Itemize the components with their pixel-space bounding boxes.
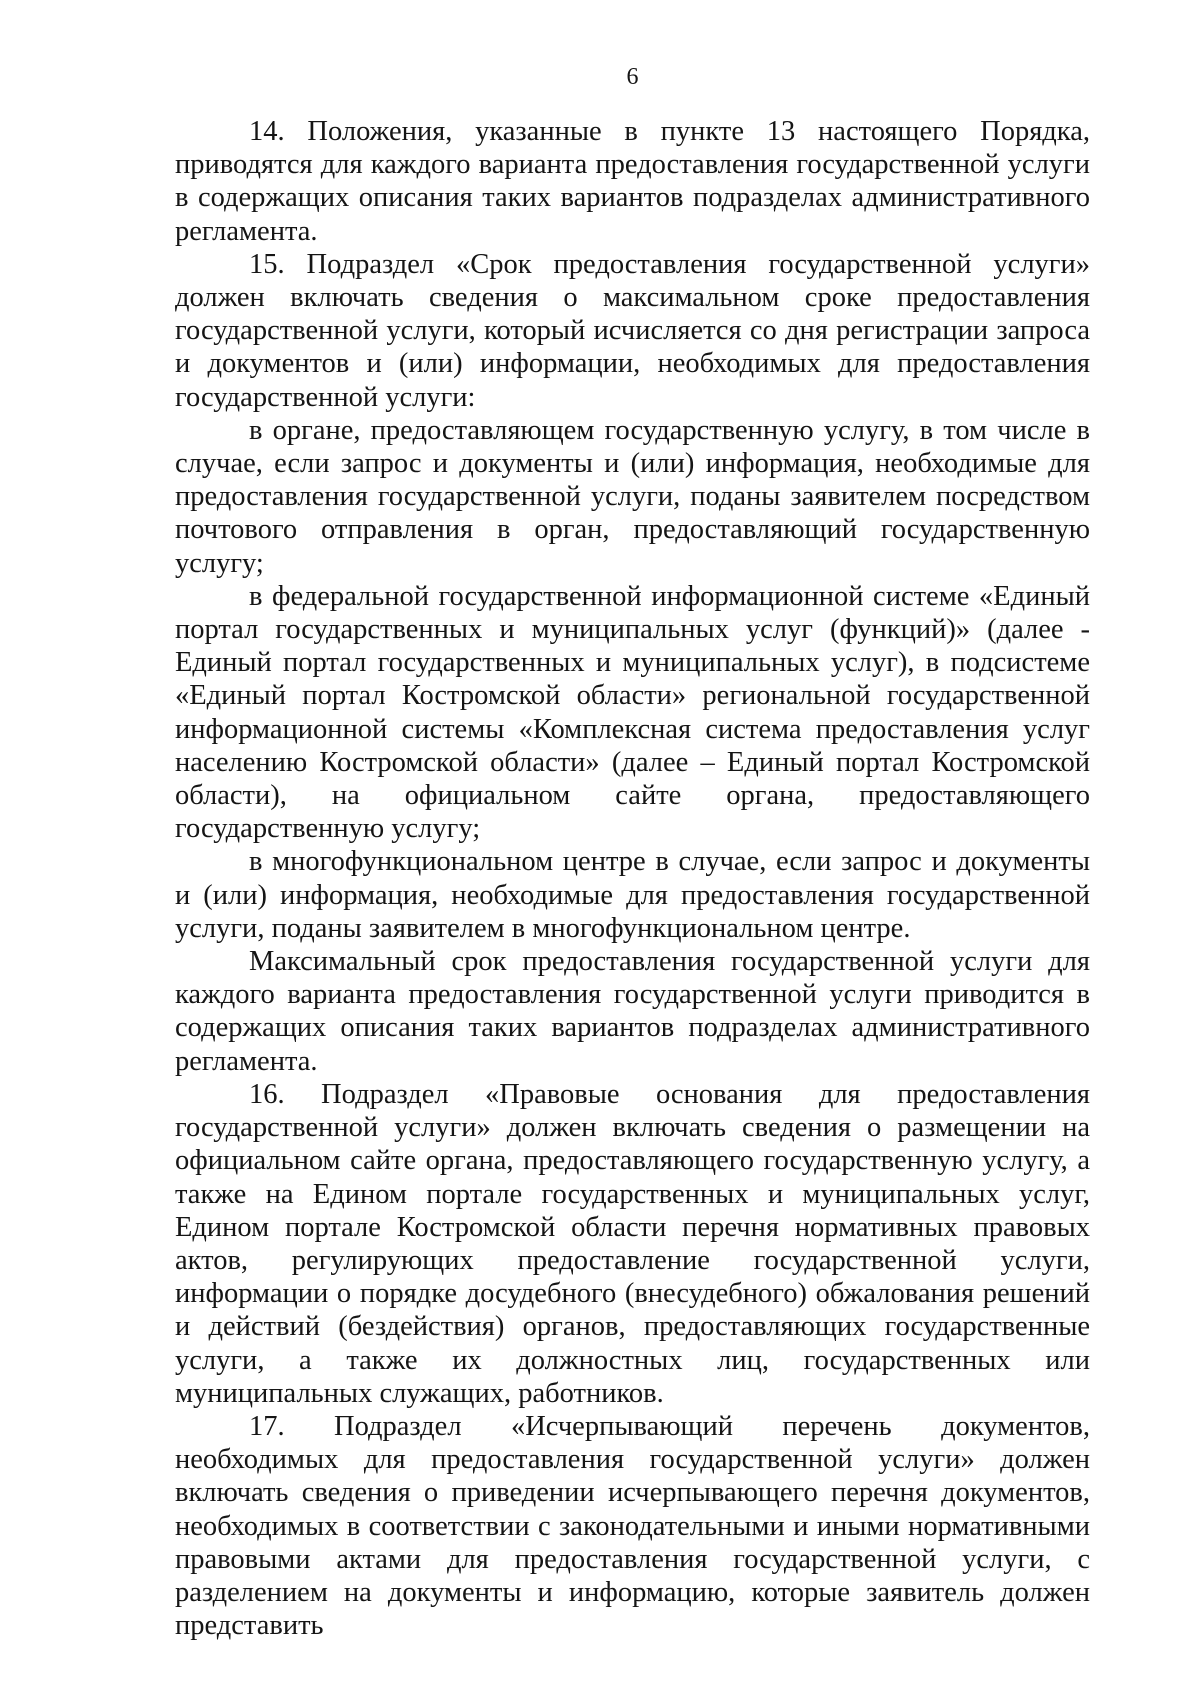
document-body [175, 115, 1090, 1642]
page-number: 6 [626, 64, 639, 90]
paragraph-15-max-term: Максимальный срок предоставления государственной услуги для каждого варианта предоставления государственной услуги приводится в содержащих описания таких вариантов подразделах административного регламента. [175, 946, 1090, 1077]
paragraph-16: 16. Подраздел «Правовые основания для предоставления государственной услуги» должен включать сведения о размещении на официальном сайте органа, предоставляющего государственную услугу, а также на Едином портале государственных и муниципальных услуг, Едином портале Костромской области перечня нормативных правовых актов, регулирующих предоставление государственной услуги, информации о порядке досудебного (внесудебного) обжалования решений и действий (бездействия) органов, предоставляющих государственные услуги, а также их должностных лиц, государственных или муниципальных служащих, работников. [175, 1078, 1090, 1409]
paragraph-15: 15. Подраздел «Срок предоставления государственной услуги» должен включать сведения о максимальном сроке предоставления государственной услуги, который исчисляется со дня регистрации запроса и документов и (или) информации, необходимых для предоставления государственной услуги: [175, 248, 1090, 413]
paragraph-15-organ: в органе, предоставляющем государственную услугу, в том числе в случае, если запрос и документы и (или) информация, необходимые для предоставления государственной услуги, поданы заявителем посредством почтового отправления в орган, предоставляющий государственную услугу; [175, 414, 1090, 579]
paragraph-15-mfc: в многофункциональном центре в случае, если запрос и документы и (или) информация, необходимые для предоставления государственной услуги, поданы заявителем в многофункциональном центре. [175, 846, 1090, 944]
paragraph-14: 14. Положения, указанные в пункте 13 настоящего Порядка, приводятся для каждого варианта предоставления государственной услуги в содержащих описания таких вариантов подразделах административного регламента. [175, 116, 1090, 247]
paragraph-17: 17. Подраздел «Исчерпывающий перечень документов, необходимых для предоставления государственной услуги» должен включать сведения о приведении исчерпывающего перечня документов, необходимых в соответствии с законодательными и иными нормативными правовыми актами для предоставления государственной услуги, с разделением на документы и информацию, которые заявитель должен представить [175, 1410, 1090, 1642]
paragraph-15-portal: в федеральной государственной информационной системе «Единый портал государственных и муниципальных услуг (функций)» (далее - Единый портал государственных и муниципальных услуг), в подсистеме «Единый портал Костромской области» региональной государственной информационной системы «Комплексная система предоставления услуг населению Костромской области» (далее – Единый портал Костромской области), на официальном сайте органа, предоставляющего государственную услугу; [175, 580, 1090, 845]
